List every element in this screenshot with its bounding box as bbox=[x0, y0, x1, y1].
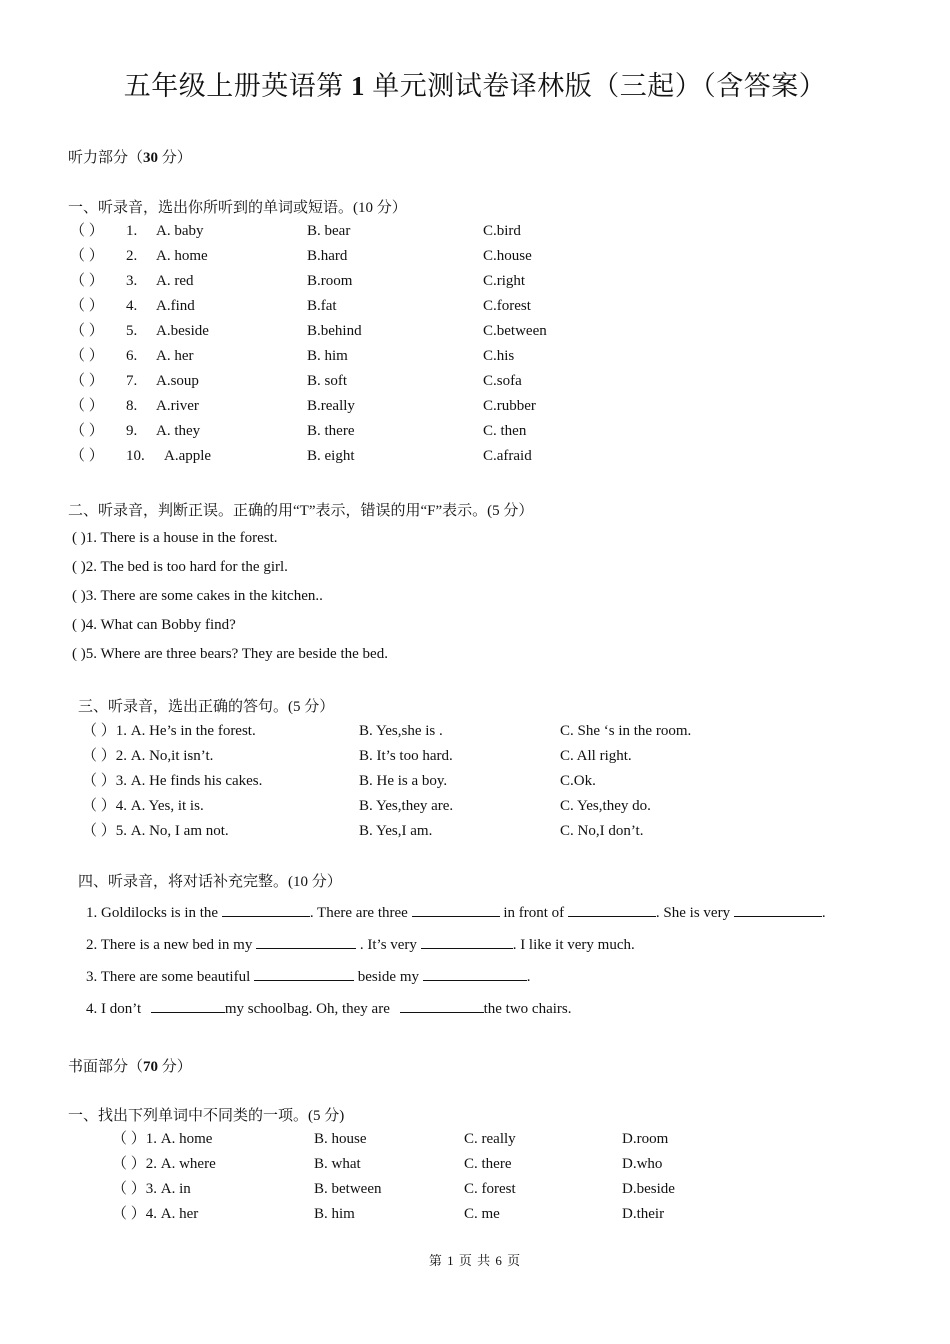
option-b: B. bear bbox=[307, 223, 351, 239]
true-false-item: ( )1. There is a house in the forest. bbox=[72, 530, 278, 546]
option-d: D.room bbox=[622, 1131, 669, 1147]
option-a: A.beside bbox=[156, 323, 209, 339]
option-a: （ ）1. A. He’s in the forest. bbox=[82, 723, 256, 739]
true-false-item: ( )5. Where are three bears? They are beside the bed. bbox=[72, 646, 388, 662]
option-a: A.find bbox=[156, 298, 195, 314]
answer-blank[interactable] bbox=[423, 966, 527, 981]
option-d: D.beside bbox=[622, 1181, 675, 1197]
option-c: C.house bbox=[483, 248, 532, 264]
option-a: （ ）3. A. in bbox=[112, 1181, 191, 1197]
option-a: A.river bbox=[156, 398, 199, 414]
option-b: B. there bbox=[307, 423, 355, 439]
option-b: B. house bbox=[314, 1131, 367, 1147]
option-c: C.sofa bbox=[483, 373, 522, 389]
section-4-heading: 四、听录音，将对话补充完整。(10 分） bbox=[78, 874, 342, 890]
option-b: B.fat bbox=[307, 298, 337, 314]
option-c: C. there bbox=[464, 1156, 512, 1172]
true-false-item: ( )4. What can Bobby find? bbox=[72, 617, 236, 633]
answer-paren[interactable]: （ ） bbox=[70, 373, 104, 389]
answer-blank[interactable] bbox=[734, 902, 822, 917]
title-text-rest: 单元测试卷译林版（三起）（含答案） bbox=[365, 71, 827, 101]
answer-paren[interactable]: （ ） bbox=[70, 423, 104, 439]
question-number: 7. bbox=[126, 373, 138, 389]
option-a: （ ）1. A. home bbox=[112, 1131, 213, 1147]
title-text: 五年级上册英语第 bbox=[123, 71, 351, 101]
fill-blank-line-4: 4. I don’t my schoolbag. Oh, they are the two chairs. bbox=[86, 998, 572, 1019]
option-a: A. her bbox=[156, 348, 194, 364]
option-b: B.behind bbox=[307, 323, 362, 339]
question-number: 1. bbox=[126, 223, 138, 239]
question-number: 2. bbox=[126, 248, 138, 264]
title-unit-number: 1 bbox=[351, 71, 365, 101]
fill-blank-line-2: 2. There is a new bed in my . It’s very . I like it very much. bbox=[86, 934, 635, 955]
true-false-item: ( )3. There are some cakes in the kitchen.. bbox=[72, 588, 323, 604]
option-a: A.soup bbox=[156, 373, 199, 389]
section-1-heading: 一、听录音，选出你所听到的单词或短语。(10 分） bbox=[68, 200, 407, 216]
answer-blank[interactable] bbox=[151, 998, 225, 1013]
page-title bbox=[0, 64, 950, 103]
option-b: B. He is a boy. bbox=[359, 773, 448, 789]
option-c: C. then bbox=[483, 423, 527, 439]
page-footer: 第 1 页 共 6 页 bbox=[428, 1253, 522, 1268]
option-c: C. She ‘s in the room. bbox=[560, 723, 692, 739]
listening-part-heading: 听力部分（30 分） bbox=[68, 150, 192, 166]
answer-paren[interactable]: （ ） bbox=[70, 223, 104, 239]
option-b: B. Yes,she is . bbox=[359, 723, 443, 739]
answer-blank[interactable] bbox=[568, 902, 656, 917]
question-number: 5. bbox=[126, 323, 138, 339]
option-a: A. home bbox=[156, 248, 208, 264]
answer-paren[interactable]: （ ） bbox=[70, 273, 104, 289]
option-c: C. really bbox=[464, 1131, 516, 1147]
option-b: B. Yes,I am. bbox=[359, 823, 433, 839]
option-c: C.afraid bbox=[483, 448, 532, 464]
option-d: D.their bbox=[622, 1206, 665, 1222]
question-number: 4. bbox=[126, 298, 138, 314]
answer-paren[interactable]: （ ） bbox=[70, 448, 104, 464]
option-c: C.right bbox=[483, 273, 526, 289]
question-number: 6. bbox=[126, 348, 138, 364]
answer-paren[interactable]: （ ） bbox=[70, 398, 104, 414]
answer-paren[interactable]: （ ） bbox=[70, 323, 104, 339]
option-c: C.between bbox=[483, 323, 547, 339]
fill-blank-line-3: 3. There are some beautiful beside my . bbox=[86, 966, 531, 987]
option-a: A. baby bbox=[156, 223, 204, 239]
option-c: C.forest bbox=[483, 298, 531, 314]
option-a: A. red bbox=[156, 273, 194, 289]
option-c: C. Yes,they do. bbox=[560, 798, 651, 814]
option-b: B. It’s too hard. bbox=[359, 748, 453, 764]
option-a: （ ）2. A. No,it isn’t. bbox=[82, 748, 214, 764]
answer-paren[interactable]: （ ） bbox=[70, 298, 104, 314]
section-3-heading: 三、听录音，选出正确的答句。(5 分） bbox=[78, 699, 335, 715]
answer-paren[interactable]: （ ） bbox=[70, 248, 104, 264]
answer-blank[interactable] bbox=[412, 902, 500, 917]
option-b: B.room bbox=[307, 273, 353, 289]
option-c: C. me bbox=[464, 1206, 500, 1222]
option-b: B. eight bbox=[307, 448, 355, 464]
option-a: A. they bbox=[156, 423, 201, 439]
option-b: B. what bbox=[314, 1156, 361, 1172]
answer-blank[interactable] bbox=[400, 998, 484, 1013]
question-number: 3. bbox=[126, 273, 138, 289]
answer-blank[interactable] bbox=[256, 934, 356, 949]
option-a: （ ）4. A. Yes, it is. bbox=[82, 798, 204, 814]
option-c: C.his bbox=[483, 348, 515, 364]
option-b: B.really bbox=[307, 398, 355, 414]
question-number: 9. bbox=[126, 423, 138, 439]
option-b: B. soft bbox=[307, 373, 348, 389]
question-number: 10. bbox=[126, 448, 145, 464]
option-b: B. Yes,they are. bbox=[359, 798, 454, 814]
option-b: B.hard bbox=[307, 248, 348, 264]
answer-paren[interactable]: （ ） bbox=[70, 348, 104, 364]
fill-blank-line-1: 1. Goldilocks is in the . There are three in front of . She is very . bbox=[86, 902, 826, 923]
option-c: C.Ok. bbox=[560, 773, 596, 789]
option-a: （ ）4. A. her bbox=[112, 1206, 199, 1222]
option-b: B. him bbox=[307, 348, 348, 364]
option-d: D.who bbox=[622, 1156, 663, 1172]
answer-blank[interactable] bbox=[421, 934, 513, 949]
answer-blank[interactable] bbox=[222, 902, 310, 917]
option-b: B. him bbox=[314, 1206, 355, 1222]
option-b: B. between bbox=[314, 1181, 382, 1197]
question-number: 8. bbox=[126, 398, 138, 414]
option-c: C. All right. bbox=[560, 748, 632, 764]
answer-blank[interactable] bbox=[254, 966, 354, 981]
written-section-1-heading: 一、找出下列单词中不同类的一项。(5 分) bbox=[68, 1108, 345, 1124]
option-a: （ ）3. A. He finds his cakes. bbox=[82, 773, 263, 789]
true-false-item: ( )2. The bed is too hard for the girl. bbox=[72, 559, 288, 575]
written-part-heading: 书面部分（70 分） bbox=[68, 1059, 192, 1075]
option-c: C.bird bbox=[483, 223, 521, 239]
option-c: C. forest bbox=[464, 1181, 516, 1197]
section-2-heading: 二、听录音，判断正误。正确的用“T”表示，错误的用“F”表示。(5 分） bbox=[68, 503, 534, 519]
option-c: C.rubber bbox=[483, 398, 536, 414]
option-a: （ ）5. A. No, I am not. bbox=[82, 823, 229, 839]
option-a: A.apple bbox=[164, 448, 212, 464]
option-a: （ ）2. A. where bbox=[112, 1156, 216, 1172]
option-c: C. No,I don’t. bbox=[560, 823, 644, 839]
